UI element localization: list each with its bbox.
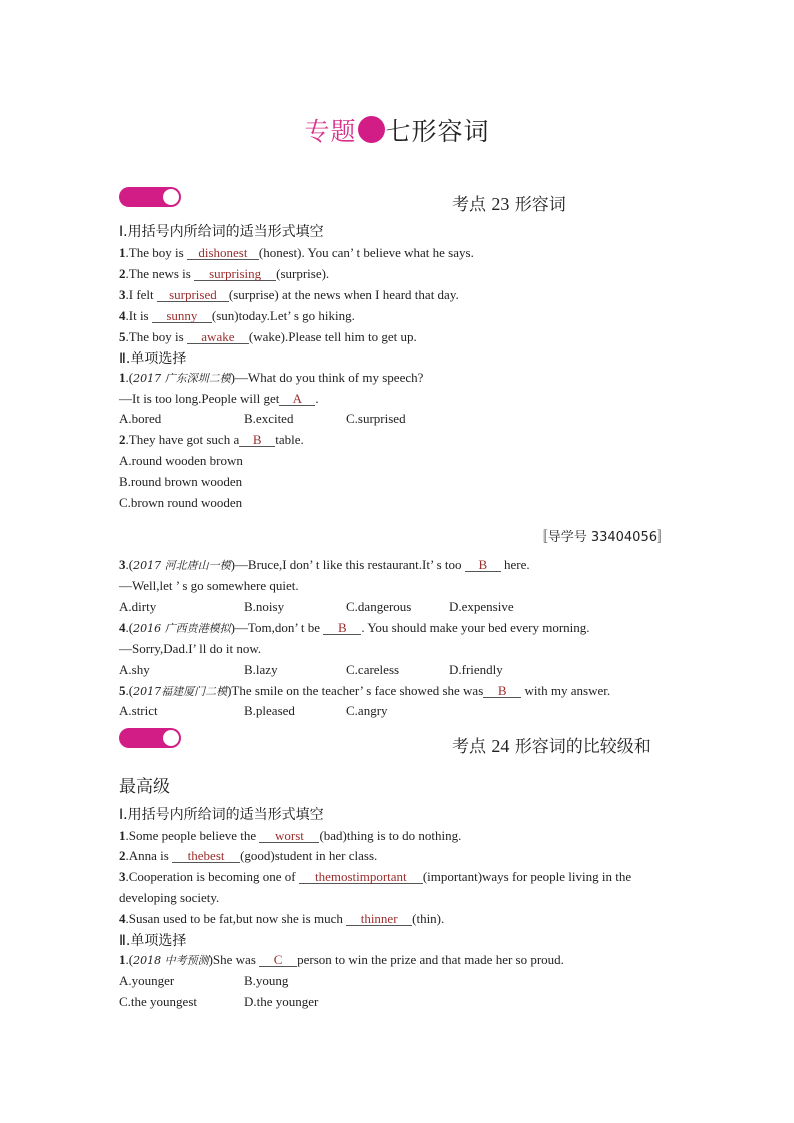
answer-blank: sunny <box>152 309 212 323</box>
fill-blank-heading: Ⅰ.用括号内所给词的适当形式填空 <box>119 224 324 240</box>
option-c: C.brown round wooden <box>119 495 243 510</box>
fill-blank-heading: Ⅰ.用括号内所给词的适当形式填空 <box>119 807 324 823</box>
option-a: A.round wooden brown <box>119 453 243 468</box>
option-c: C.careless <box>346 662 400 677</box>
mc-question-4-line2: —Sorry,Dad.I’ ll do it now. <box>119 641 262 656</box>
answer-blank: awake <box>187 330 249 344</box>
answer-blank: thinner <box>346 912 412 926</box>
section-toggle-icon <box>119 187 181 207</box>
title-main: 七形容词 <box>385 117 490 146</box>
answer-blank: B <box>239 433 275 447</box>
answer-blank: dishonest <box>187 246 259 260</box>
option-b: B.pleased <box>244 703 295 718</box>
option-b: B.noisy <box>244 599 285 614</box>
option-b: B.young <box>244 973 289 988</box>
option-d: D.friendly <box>449 662 503 677</box>
option-d: D.the younger <box>244 994 319 1009</box>
option-a: A.younger <box>119 973 175 988</box>
multiple-choice-heading: Ⅱ.单项选择 <box>119 351 187 367</box>
fill-item-3-line2: developing society. <box>119 890 220 905</box>
multiple-choice-heading: Ⅱ.单项选择 <box>119 933 187 949</box>
title-prefix: 专题 <box>304 117 357 146</box>
mc-question-5: 5.(2017福建厦门二模)The smile on the teacher’ s face showed she was B with my answer. <box>119 683 611 698</box>
option-c: C.surprised <box>346 411 406 426</box>
option-b: B.round brown wooden <box>119 474 243 489</box>
answer-blank: B <box>465 558 501 572</box>
option-c: C.the youngest <box>119 994 197 1009</box>
fill-item-4: 4.It is sunny (sun)today.Let’ s go hiking. <box>119 308 355 323</box>
answer-blank: themostimportant <box>299 870 423 884</box>
section-heading-24-cont: 最高级 <box>119 777 170 797</box>
mc-question-4: 4.(2016 广西贵港模拟)—Tom,don’ t be B . You should make your bed every morning. <box>119 620 590 635</box>
option-b: B.lazy <box>244 662 278 677</box>
mc-question-1: 1.(2018 中考预测)She was C person to win the prize and that made her so proud. <box>119 952 564 967</box>
mc-question-2: 2.They have got such a B table. <box>119 432 304 447</box>
answer-blank: B <box>483 684 521 698</box>
fill-item-3: 3.Cooperation is becoming one of themostimportant (important)ways for people living in the <box>119 869 632 884</box>
option-b: B.excited <box>244 411 294 426</box>
option-a: A.bored <box>119 411 162 426</box>
answer-blank: A <box>279 392 315 406</box>
option-c: C.dangerous <box>346 599 412 614</box>
fill-item-2: 2.The news is surprising (surprise). <box>119 266 330 281</box>
answer-blank: C <box>259 953 297 967</box>
section-heading-23: 考点 23 形容词 <box>452 194 566 215</box>
reference-number: 〚导学号 33404056〛 <box>534 530 670 545</box>
option-c: C.angry <box>346 703 388 718</box>
fill-item-5: 5.The boy is awake (wake).Please tell him to get up. <box>119 329 417 344</box>
answer-blank: B <box>323 621 361 635</box>
section-toggle-icon <box>119 728 181 748</box>
fill-item-2: 2.Anna is thebest (good)student in her class. <box>119 848 378 863</box>
answer-blank: surprising <box>194 267 276 281</box>
mc-question-3-line2: —Well,let ’ s go somewhere quiet. <box>119 578 299 593</box>
section-heading-24: 考点 24 形容词的比较级和 <box>452 736 651 757</box>
option-a: A.dirty <box>119 599 157 614</box>
fill-item-4: 4.Susan used to be fat,but now she is much thinner (thin). <box>119 911 445 926</box>
title-dot-icon <box>358 116 385 143</box>
answer-blank: thebest <box>172 849 240 863</box>
mc-question-3: 3.(2017 河北唐山一模)—Bruce,I don’ t like this restaurant.It’ s too B here. <box>119 557 530 572</box>
mc-question-1: 1.(2017 广东深圳二模)—What do you think of my speech? <box>119 370 424 385</box>
fill-item-1: 1.Some people believe the worst (bad)thing is to do nothing. <box>119 828 462 843</box>
fill-item-1: 1.The boy is dishonest (honest). You can’ t believe what he says. <box>119 245 474 260</box>
fill-item-3: 3.I felt surprised (surprise) at the news when I heard that day. <box>119 287 459 302</box>
page-title <box>0 112 794 148</box>
option-a: A.strict <box>119 703 158 718</box>
option-d: D.expensive <box>449 599 514 614</box>
answer-blank: worst <box>259 829 319 843</box>
answer-blank: surprised <box>157 288 229 302</box>
option-a: A.shy <box>119 662 150 677</box>
mc-question-1-line2: —It is too long.People will get A . <box>119 391 319 406</box>
